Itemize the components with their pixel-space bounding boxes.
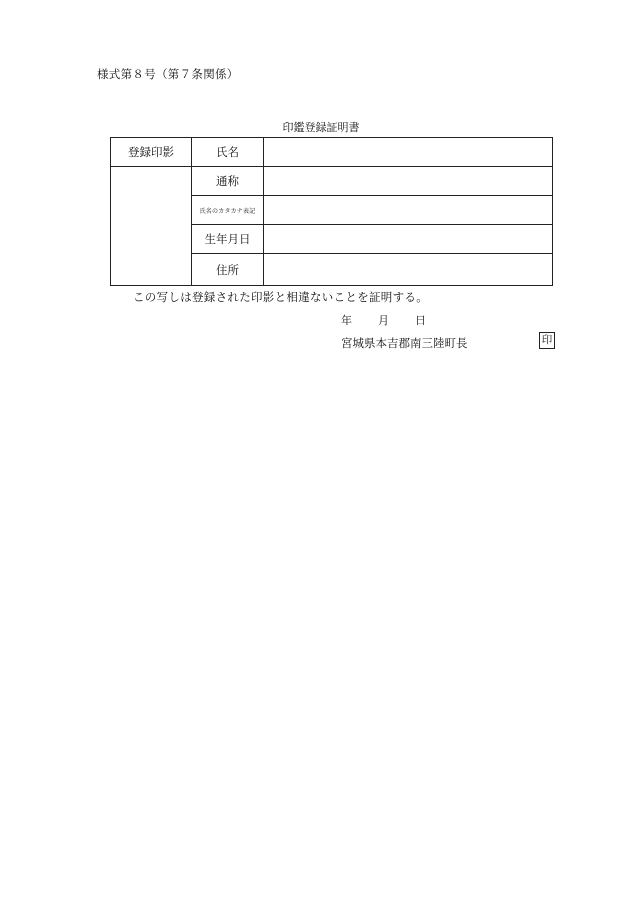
stamp-impression-cell [111, 167, 192, 286]
label-birthdate: 生年月日 [192, 225, 264, 254]
label-alias: 通称 [192, 167, 264, 196]
value-address [264, 254, 553, 286]
value-alias [264, 167, 553, 196]
date-month: 月 [378, 314, 389, 327]
table-row [111, 167, 553, 196]
registration-table [110, 137, 553, 286]
table-row [111, 138, 553, 167]
label-address: 住所 [192, 254, 264, 286]
label-katakana: 氏名のカタカナ表記 [192, 196, 264, 225]
value-katakana [264, 196, 553, 225]
date-year: 年 [341, 314, 352, 327]
date-day: 日 [415, 314, 426, 327]
stamp-header: 登録印影 [111, 138, 192, 167]
value-name [264, 138, 553, 167]
issuer-title: 宮城県本吉郡南三陸町長 [341, 336, 468, 350]
document-title: 印鑑登録証明書 [282, 121, 360, 134]
official-seal-box: 印 [539, 332, 555, 349]
form-number: 様式第８号（第７条関係） [97, 67, 239, 81]
value-birthdate [264, 225, 553, 254]
certification-statement: この写しは登録された印影と相違ないことを証明する。 [133, 290, 428, 304]
date-line [341, 312, 426, 328]
label-name: 氏名 [192, 138, 264, 167]
